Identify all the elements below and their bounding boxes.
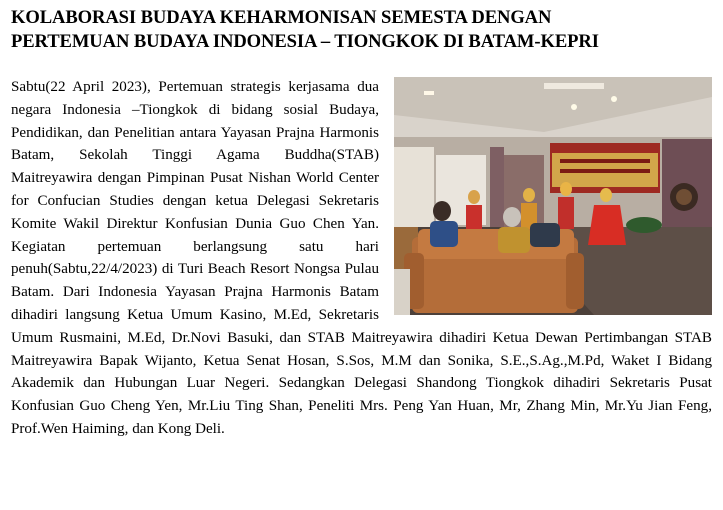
title-line-1: KOLABORASI BUDAYA KEHARMONISAN SEMESTA DENGAN — [11, 7, 552, 28]
article-text: Sabtu(22 April 2023), Pertemuan strategis kerjasama dua negara Indonesia –Tiongkok di bidang sosial Budaya, Pendidikan, dan Penelitian antara Yayasan Prajna Harmonis Batam, Sekolah Tinggi Agama Buddha(STAB) Maitreyawira dengan Pimpinan Pusat Nishan World Center for Confucian Studies dengan ketua Delegasi Sekretaris Komite Wakil Direktur Konfusian Dunia Guo Chen Yan. Kegiatan pertemuan berlangsung satu hari penuh(Sabtu,22/4/2023) di Turi Beach Resort Nongsa Pulau Batam. Dari Indonesia Yayasan Prajna Harmonis Batam dihadiri langsung Ketua Umum Kasino, M.Ed, Sekretaris Umum Rusmaini, M.Ed, Dr.Novi Basuki, dan STAB Maitreyawira dihadiri Ketua Dewan Pertimbangan STAB Maitreyawira Bapak Wijanto, Ketua Senat Hosan, S.Sos, M.M dan Sonika, S.E.,S.Ag.,M.Pd, Waket I Bidang Akademik dan Hubungan Luar Negeri. Sedangkan Delegasi Shandong Tiongkok dihadiri Sekretaris Pusat Konfusian Guo Cheng Yen, Mr.Liu Ting Shan, Peneliti Mrs. Peng Yan Huan, Mr, Zhang Min, Mr.Yu Jian Feng, Prof.Wen Haiming, dan Kong Deli. — [11, 79, 712, 437]
title-line-2: PERTEMUAN BUDAYA INDONESIA – TIONGKOK DI BATAM-KEPRI — [11, 31, 599, 52]
article-title — [11, 6, 716, 54]
article-body — [11, 76, 712, 441]
event-photo — [394, 77, 712, 315]
